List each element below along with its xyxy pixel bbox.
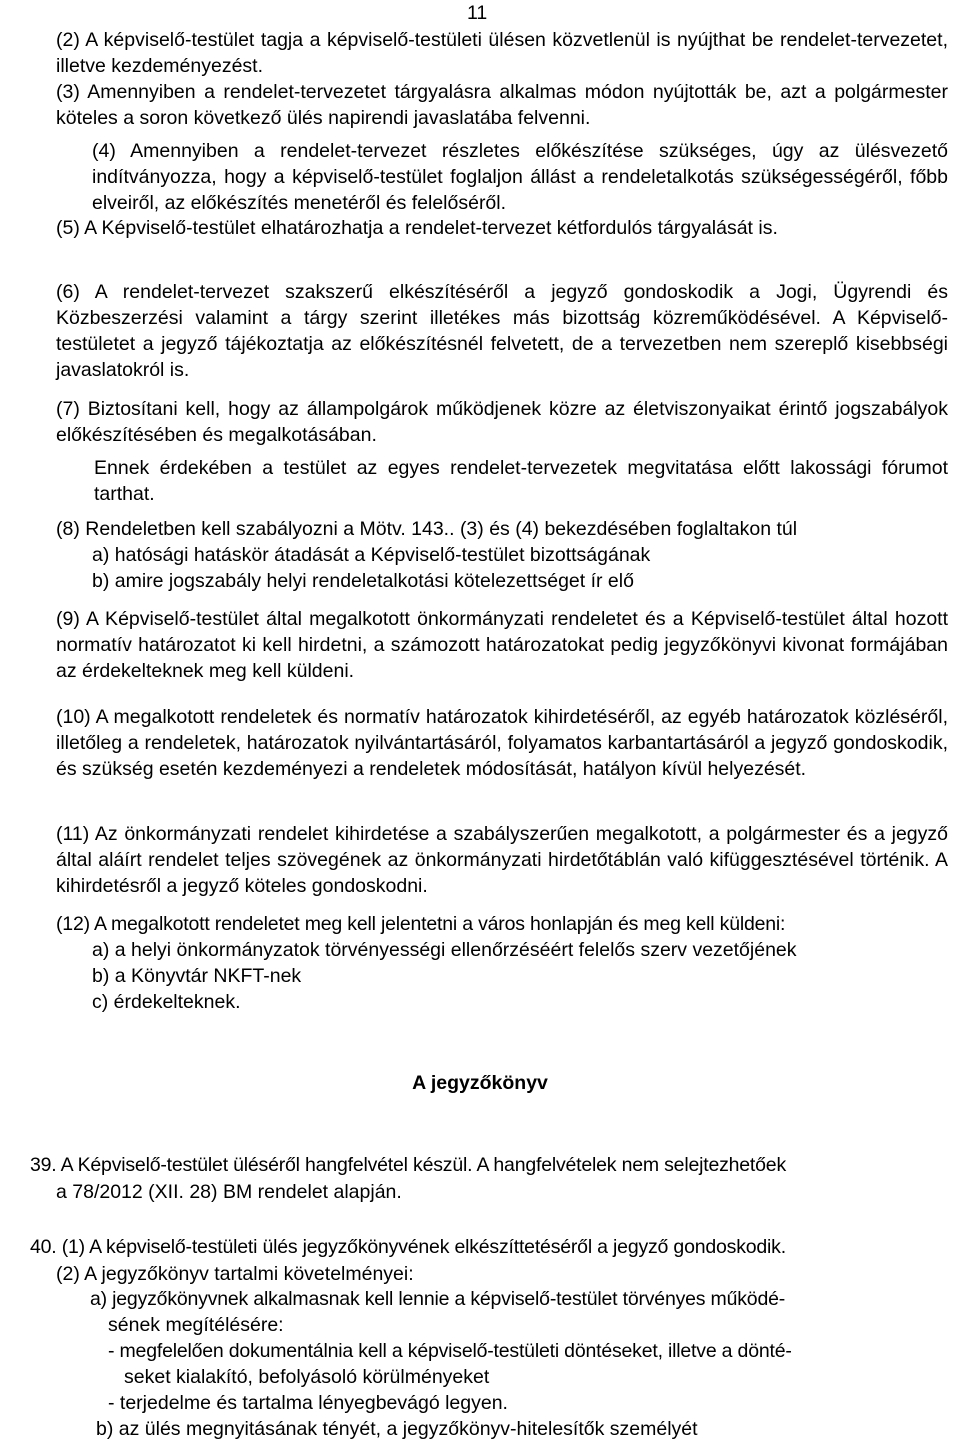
paragraph-9: (9) A Képviselő-testület által megalkotott önkormányzati rendeletet és a Képviselő-testület által hozott normatív határozatot ki kell hirdetni, a számozott határozatokat pedig jegyzőkönyvi kivonat formájában az érdekelteknek meg kell küldeni. <box>56 608 948 682</box>
section-39-line-2: a 78/2012 (XII. 28) BM rendelet alapján. <box>56 1181 402 1203</box>
paragraph-7-continued: Ennek érdekében a testület az egyes rendelet-tervezetek megvitatása előtt lakossági fórumot tarthat. <box>94 457 948 505</box>
page-number: 11 <box>467 2 488 24</box>
section-40-item-b: b) az ülés megnyitásának tényét, a jegyzőkönyv-hitelesítők személyét <box>96 1418 698 1440</box>
paragraph-10: (10) A megalkotott rendeletek és normatív határozatok kihirdetéséről, az egyéb határozatok közléséről, illetőleg a rendeletek, határozatok nyilvántartásáról, folyamatos karbantartásáról a jegyző gondoskodik, és szükség esetén kezdeményezi a rendeletek módosítását, hatályon kívül helyezését. <box>56 706 948 780</box>
paragraph-7: (7) Biztosítani kell, hogy az állampolgárok működjenek közre az életviszonyaikat érintő jogszabályok előkészítésében és megalkotásában. <box>56 398 948 446</box>
section-40-item-a-cont: sének megítélésére: <box>108 1314 284 1336</box>
section-40-dash-2: - terjedelme és tartalma lényegbevágó legyen. <box>108 1392 508 1414</box>
section-40-point-1: 40. (1) A képviselő-testületi ülés jegyzőkönyvének elkészíttetéséről a jegyző gondoskodik. <box>30 1236 786 1258</box>
paragraph-12-item-c: c) érdekelteknek. <box>92 991 241 1013</box>
paragraph-4: (4) Amennyiben a rendelet-tervezet részletes előkészítése szükséges, úgy az ülésvezető indítványozza, hogy a képviselő-testület foglaljon állást a rendeletalkotás szükségességéről, főbb elveiről, az előkészítés menetéről és felelőséről. <box>92 140 948 214</box>
paragraph-5: (5) A Képviselő-testület elhatározhatja a rendelet-tervezet kétfordulós tárgyalását is. <box>56 217 778 239</box>
paragraph-2: (2) A képviselő-testület tagja a képviselő-testületi ülésen közvetlenül is nyújthat be rendelet-tervezetet, illetve kezdeményezést. <box>56 29 948 77</box>
section-40-point-2: (2) A jegyzőkönyv tartalmi követelményei: <box>56 1263 414 1285</box>
paragraph-12-item-a: a) a helyi önkormányzatok törvényességi ellenőrzéséért felelős szerv vezetőjének <box>92 939 797 961</box>
paragraph-8-item-b: b) amire jogszabály helyi rendeletalkotási kötelezettséget ír elő <box>92 570 634 592</box>
paragraph-12: (12) A megalkotott rendeletet meg kell jelentetni a város honlapján és meg kell küldeni: <box>56 913 786 935</box>
paragraph-12-item-b: b) a Könyvtár NKFT-nek <box>92 965 302 987</box>
paragraph-8: (8) Rendeletben kell szabályozni a Mötv. 143.. (3) és (4) bekezdésében foglaltakon túl <box>56 518 798 540</box>
paragraph-11: (11) Az önkormányzati rendelet kihirdetése a szabályszerűen megalkotott, a polgármester és a jegyző által aláírt rendelet teljes szövegének az önkormányzati hirdetőtáblán való kifüggesztésével történik. A kihirdetésről a jegyző köteles gondoskodni. <box>56 823 948 897</box>
section-40-item-a: a) jegyzőkönyvnek alkalmasnak kell lennie a képviselő-testület törvényes működé- <box>90 1288 786 1310</box>
paragraph-8-item-a: a) hatósági hatáskör átadását a Képviselő-testület bizottságának <box>92 544 651 566</box>
section-40-dash-1-cont: seket kialakító, befolyásoló körülményeket <box>124 1366 490 1388</box>
paragraph-6: (6) A rendelet-tervezet szakszerű elkészítéséről a jegyző gondoskodik a Jogi, Ügyrendi és Közbeszerzési valamint a tárgy szerint illetékes más bizottság közreműködésével. A Képviselő-testületet a jegyző tájékoztatja az előkészítésnél felvetett, de a tervezetben nem szereplő kisebbségi javaslatokról is. <box>56 281 948 381</box>
section-39-line-1: 39. A Képviselő-testület üléséről hangfelvétel készül. A hangfelvételek nem selejtezhetőek <box>30 1154 786 1176</box>
section-heading: A jegyzőkönyv <box>412 1072 548 1094</box>
paragraph-3: (3) Amennyiben a rendelet-tervezetet tárgyalásra alkalmas módon nyújtották be, azt a polgármester köteles a soron következő ülés napirendi javaslatába felvenni. <box>56 81 948 129</box>
section-40-dash-1: - megfelelően dokumentálnia kell a képviselő-testületi döntéseket, illetve a dönté- <box>108 1340 792 1362</box>
